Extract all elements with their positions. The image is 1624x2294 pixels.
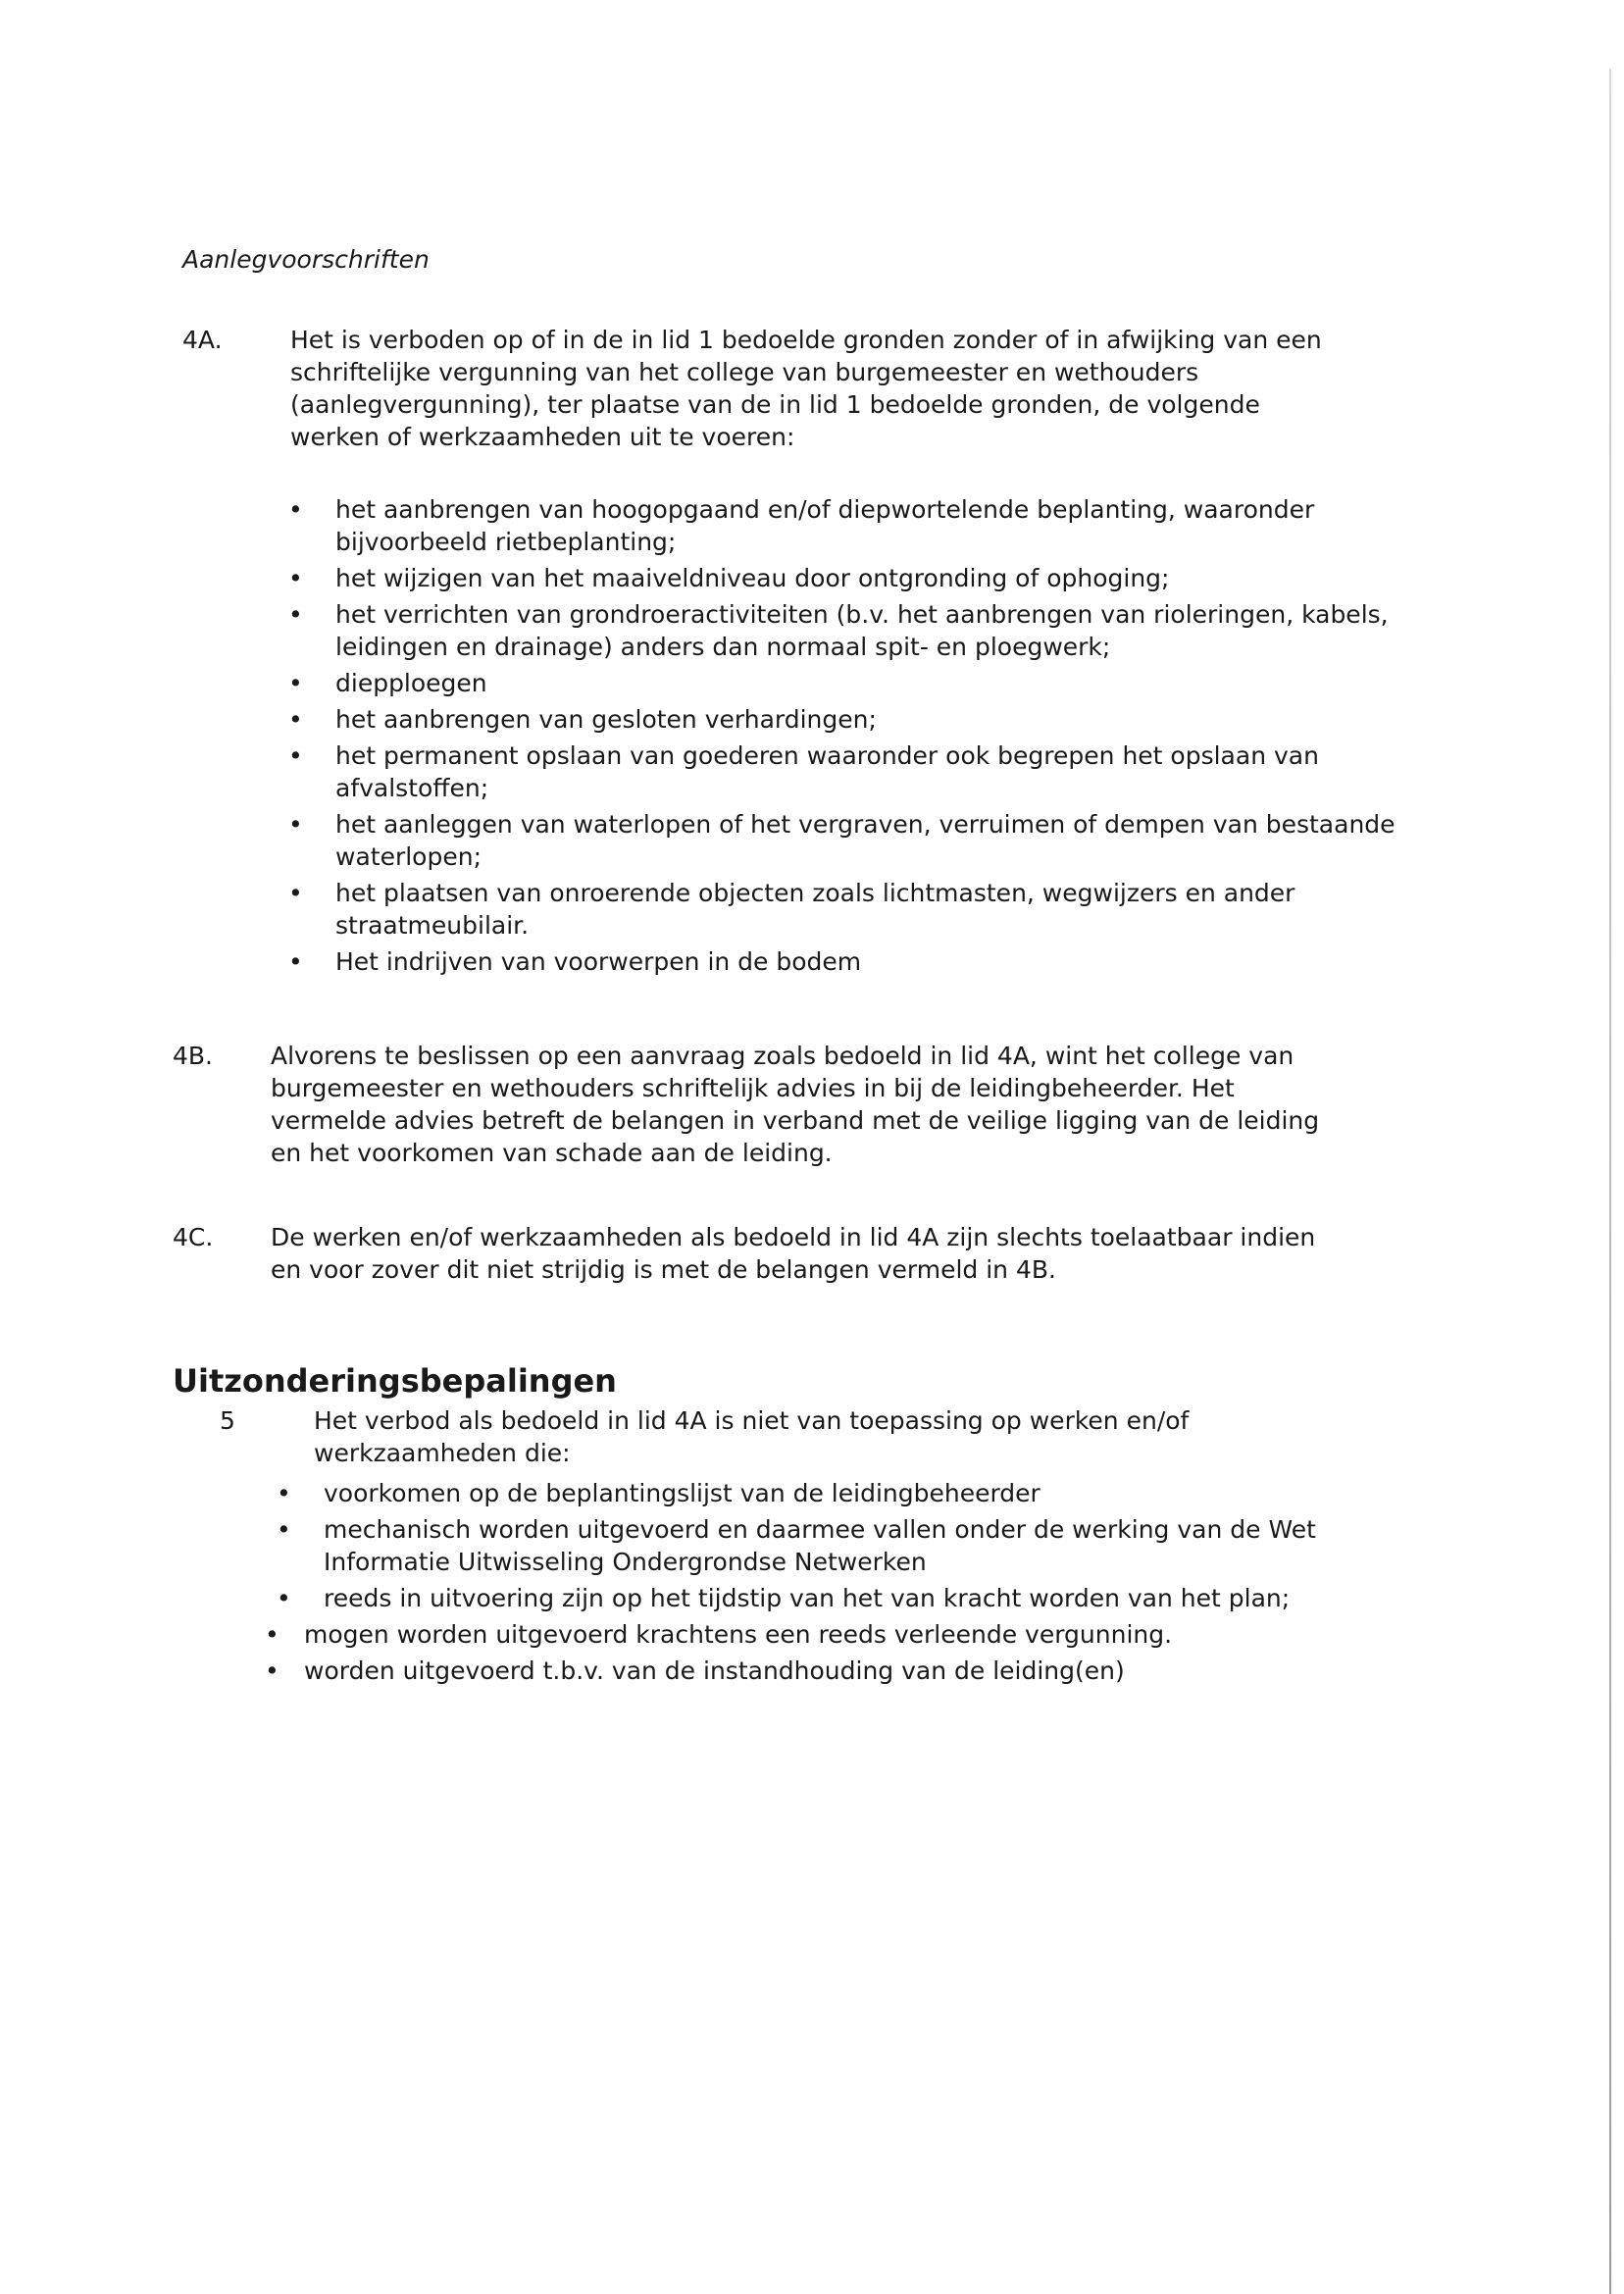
list-item: • mechanisch worden uitgevoerd en daarmee vallen onder de werking van de Wet Informatie Uitwisseling Ondergrondse Netwerken <box>277 1515 1316 1576</box>
bullet-icon: • <box>288 741 303 770</box>
bullet-icon: • <box>288 564 303 592</box>
bullet-icon: • <box>277 1584 291 1612</box>
list-item: • het wijzigen van het maaiveldniveau door ontgronding of ophoging; <box>288 564 1170 592</box>
bullet-icon: • <box>288 669 303 697</box>
bullet-icon: • <box>265 1657 279 1685</box>
clause-number: 4B. <box>173 1042 214 1070</box>
bullet-icon: • <box>288 600 303 629</box>
bullet-icon: • <box>277 1515 291 1544</box>
clause-number: 4A. <box>182 326 223 354</box>
list-item: • het aanbrengen van hoogopgaand en/of diepwortelende beplanting, waaronder bijvoorbeeld rietbeplanting; <box>288 495 1315 556</box>
section-heading: Uitzonderingsbepalingen <box>173 1362 617 1400</box>
list-item: • het plaatsen van onroerende objecten zoals lichtmasten, wegwijzers en ander straatmeubilair. <box>288 879 1295 940</box>
list-item: • mogen worden uitgevoerd krachtens een reeds verleende vergunning. <box>265 1620 1173 1649</box>
bullet-icon: • <box>288 810 303 839</box>
bullet-icon: • <box>288 879 303 907</box>
subsection-heading: Aanlegvoorschriften <box>182 245 430 274</box>
clause-text: De werken en/of werkzaamheden als bedoeld in lid 4A zijn slechts toelaatbaar indien en voor zover dit niet strijdig is met de belangen vermeld in 4B. <box>271 1223 1316 1284</box>
bullet-icon: • <box>265 1620 279 1649</box>
list-item: • voorkomen op de beplantingslijst van de leidingbeheerder <box>277 1479 1040 1507</box>
bullet-icon: • <box>288 495 303 524</box>
bullet-icon: • <box>288 705 303 734</box>
list-item: • Het indrijven van voorwerpen in de bodem <box>288 947 862 976</box>
clause-intro: Het verbod als bedoeld in lid 4A is niet van toepassing op werken en/of werkzaamheden die: <box>314 1406 1190 1467</box>
list-item: • het permanent opslaan van goederen waaronder ook begrepen het opslaan van afvalstoffen; <box>288 741 1319 802</box>
list-item: • het aanbrengen van gesloten verhardingen; <box>288 705 877 734</box>
bullet-icon: • <box>277 1479 291 1507</box>
list-item: • worden uitgevoerd t.b.v. van de instandhouding van de leiding(en) <box>265 1657 1125 1685</box>
clause-text: Alvorens te beslissen op een aanvraag zoals bedoeld in lid 4A, wint het college van burgemeester en wethouders schriftelijk advies in bij de leidingbeheerder. Het vermelde advies betreft de belangen in verband met de veilige ligging van de leiding en het voorkomen van schade aan de leiding. <box>271 1042 1320 1167</box>
list-item: • het aanleggen van waterlopen of het vergraven, verruimen of dempen van bestaande waterlopen; <box>288 810 1396 871</box>
list-item: • diepploegen <box>288 669 487 697</box>
bullet-list-4a <box>288 493 1404 978</box>
scan-edge-line <box>1609 69 1611 2294</box>
clause-intro: Het is verboden op of in de in lid 1 bedoelde gronden zonder of in afwijking van een schriftelijke vergunning van het college van burgemeester en wethouders (aanlegvergunning), ter plaatse van de in lid 1 bedoelde gronden, de volgende werken of werkzaamheden uit te voeren: <box>290 326 1322 451</box>
clause-number: 4C. <box>173 1223 214 1251</box>
list-item: • het verrichten van grondroeractiviteiten (b.v. het aanbrengen van rioleringen, kabels, leidingen en drainage) anders dan normaal spit- en ploegwerk; <box>288 600 1389 661</box>
list-item: • reeds in uitvoering zijn op het tijdstip van het van kracht worden van het plan; <box>277 1584 1291 1612</box>
bullet-list-5 <box>265 1477 1353 1687</box>
bullet-icon: • <box>288 947 303 976</box>
clause-number: 5 <box>220 1406 235 1435</box>
